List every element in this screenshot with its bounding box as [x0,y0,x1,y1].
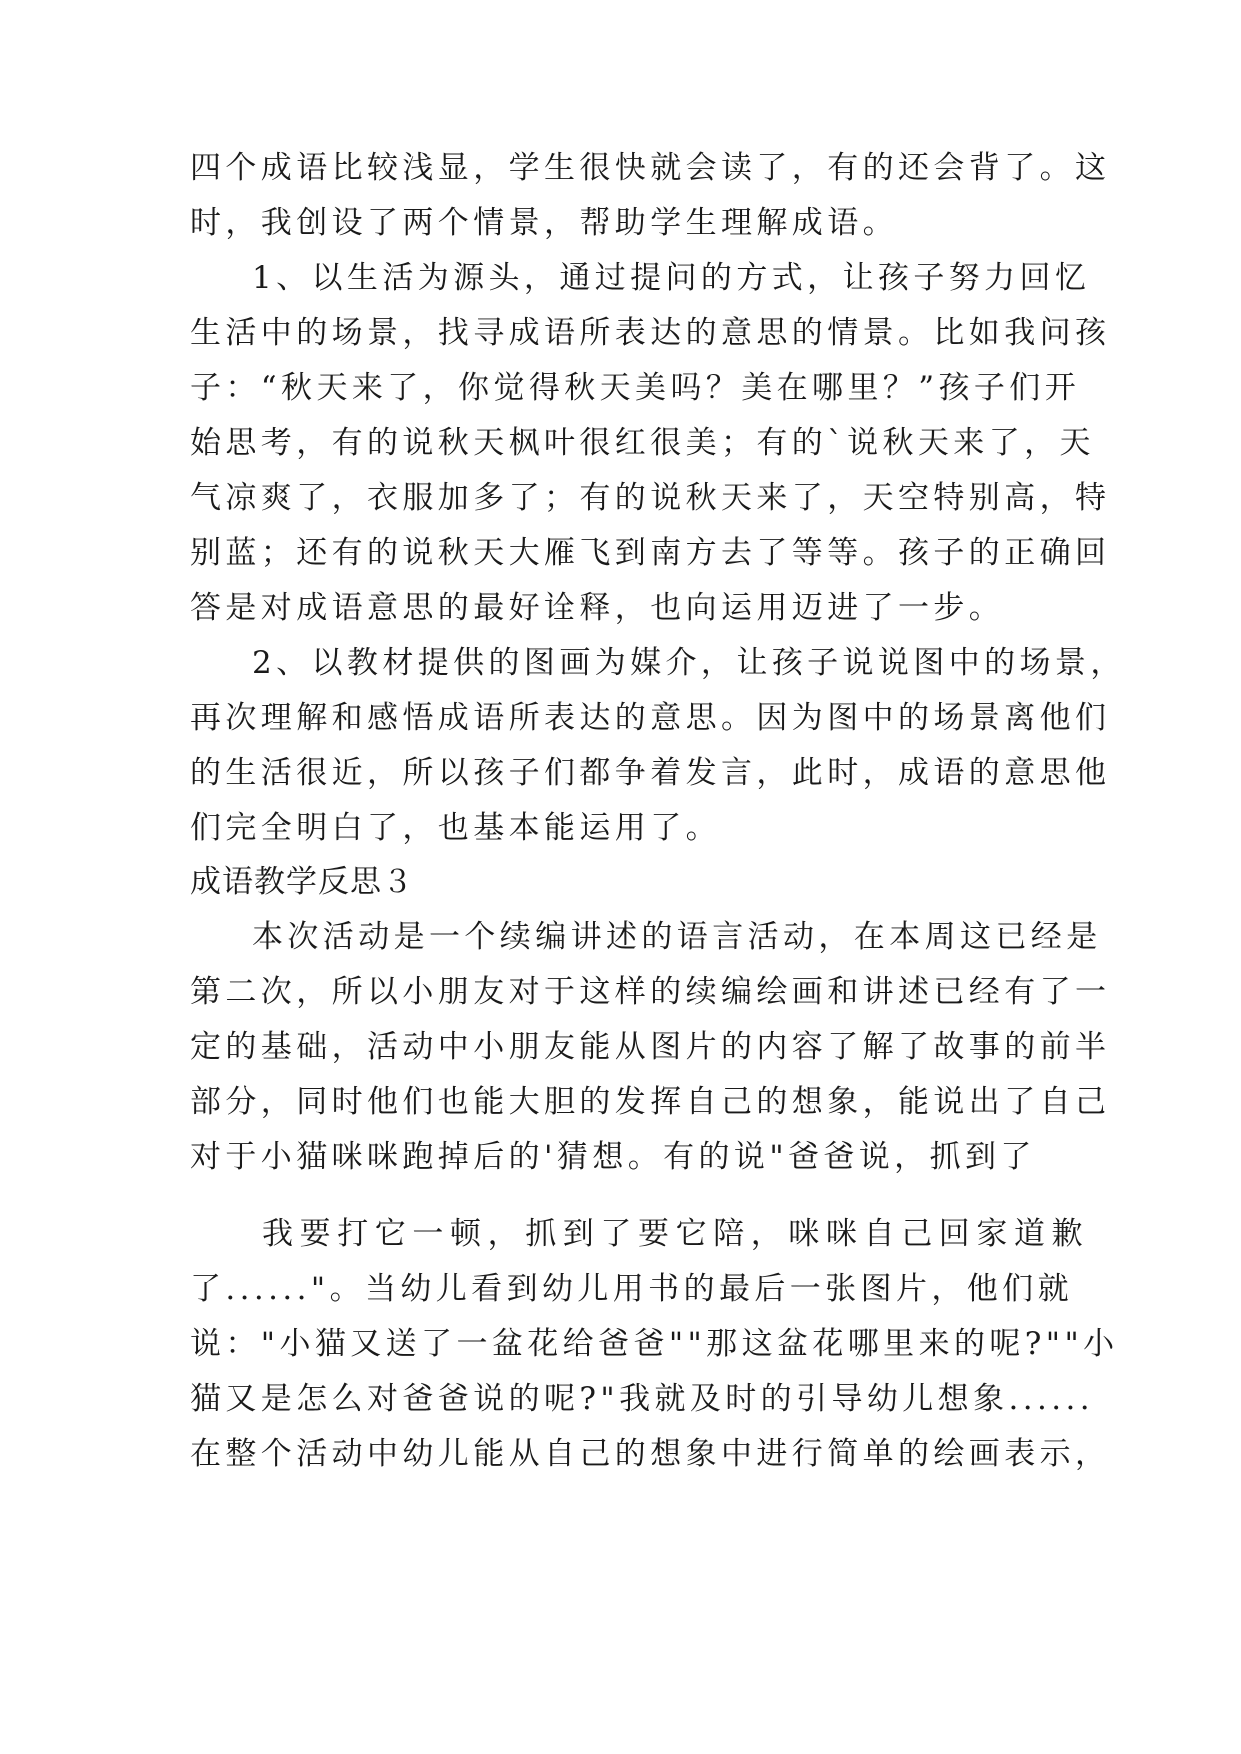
paragraph-line: 子：“秋天来了，你觉得秋天美吗？美在哪里？”孩子们开 [190,370,1081,406]
paragraph-line: 四个成语比较浅显，学生很快就会读了，有的还会背了。这 [190,150,1111,186]
paragraph-line: 们完全明白了，也基本能运用了。 [190,810,721,846]
paragraph-line: 气凉爽了，衣服加多了；有的说秋天来了，天空特别高，特 [190,480,1111,516]
paragraph-line: 生活中的场景，找寻成语所表达的意思的情景。比如我问孩 [190,315,1111,351]
paragraph-line: 本次活动是一个续编讲述的语言活动，在本周这已经是 [252,919,1102,955]
paragraph-line: 的生活很近，所以孩子们都争着发言，此时，成语的意思他 [190,755,1111,791]
paragraph-line: 部分，同时他们也能大胆的发挥自己的想象，能说出了自己 [190,1084,1111,1120]
paragraph-line: 时，我创设了两个情景，帮助学生理解成语。 [190,205,898,241]
paragraph-line: 答是对成语意思的最好诠释，也向运用迈进了一步。 [190,590,1005,626]
paragraph-line: 1、以生活为源头，通过提问的方式，让孩子努力回忆 [252,260,1091,296]
paragraph-line: 对于小猫咪咪跑掉后的'猜想。有的说"爸爸说，抓到了 [190,1139,1036,1175]
paragraph-line: 第二次，所以小朋友对于这样的续编绘画和讲述已经有了一 [190,974,1111,1010]
paragraph-line: 别蓝；还有的说秋天大雁飞到南方去了等等。孩子的正确回 [190,535,1111,571]
paragraph-line: 我要打它一顿，抓到了要它陪，咪咪自己回家道歉 [262,1216,1090,1252]
paragraph-line: 再次理解和感悟成语所表达的意思。因为图中的场景离他们 [190,700,1111,736]
paragraph-line: 了......"。当幼儿看到幼儿用书的最后一张图片，他们就 [190,1271,1073,1307]
paragraph-line: 定的基础，活动中小朋友能从图片的内容了解了故事的前半 [190,1029,1111,1065]
paragraph-line: 始思考，有的说秋天枫叶很红很美；有的`说秋天来了，天 [190,425,1095,461]
paragraph-line: 猫又是怎么对爸爸说的呢?"我就及时的引导幼儿想象...... [190,1381,1095,1417]
paragraph-line: 说："小猫又送了一盆花给爸爸""那这盆花哪里来的呢?""小 [190,1326,1119,1362]
paragraph-line: 2、以教材提供的图画为媒介，让孩子说说图中的场景， [252,645,1126,681]
section-heading: 成语教学反思３ [190,864,414,900]
paragraph-line: 在整个活动中幼儿能从自己的想象中进行简单的绘画表示， [190,1436,1111,1472]
